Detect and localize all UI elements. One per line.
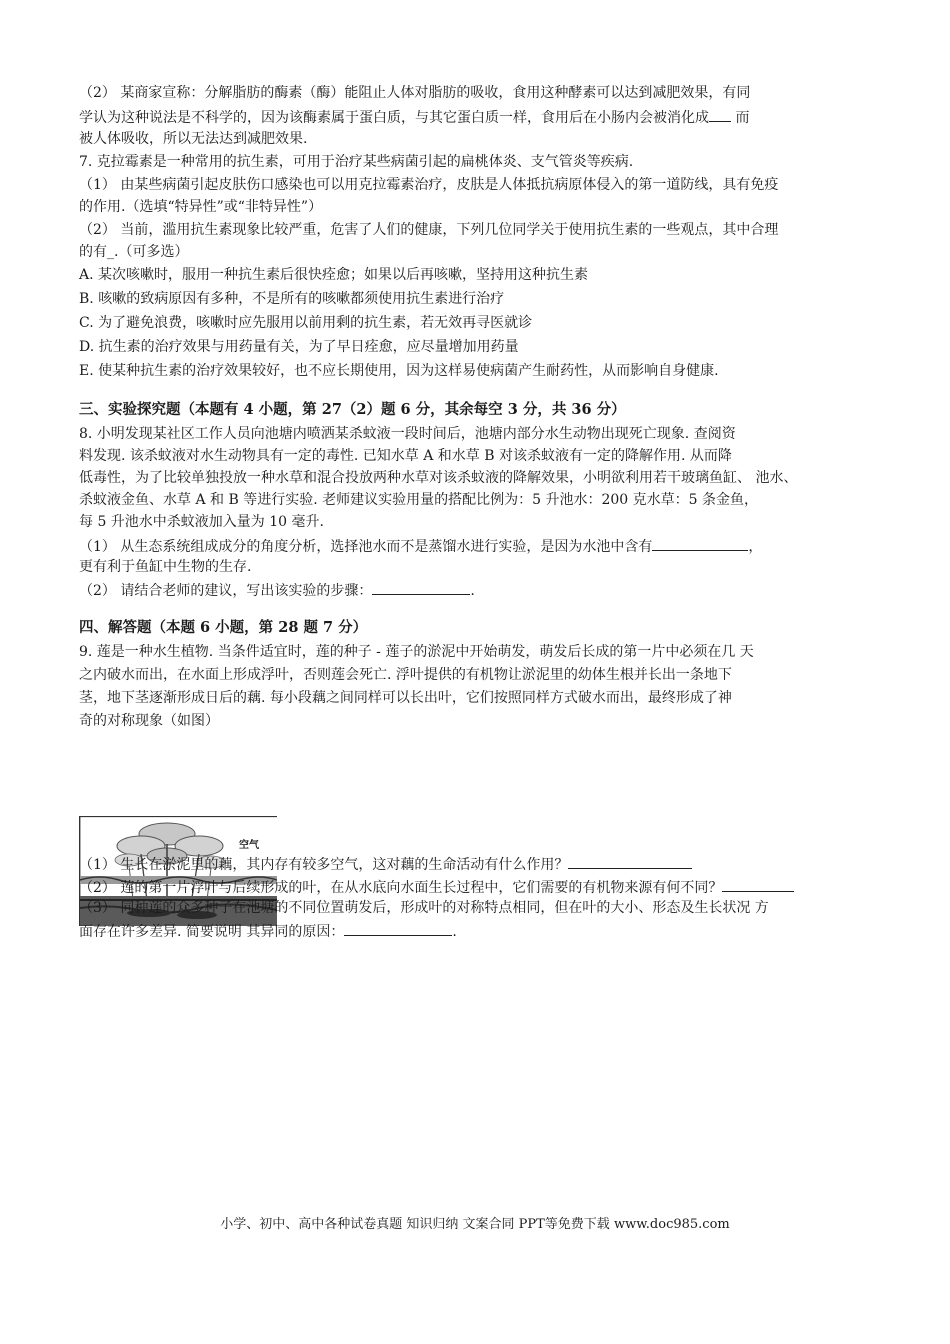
answer-blank[interactable]: [372, 580, 470, 595]
option-d: D. 抗生素的治疗效果与用药量有关，为了早日痊愈，应尽量增加用药量: [79, 339, 519, 355]
q7-part1-line1: （1） 由某些病菌引起皮肤伤口感染也可以用克拉霉素治疗，皮肤是人体抵抗病原体侵入的第一道防线，具有免疫: [79, 177, 779, 193]
q9-part3-line2: [79, 921, 457, 942]
q7-intro: 7. 克拉霉素是一种常用的抗生素，可用于治疗某些病菌引起的扁桃体炎、支气管炎等疾病.: [79, 154, 634, 170]
figure-label-air: 空气: [239, 840, 259, 851]
option-e: E. 使某种抗生素的治疗效果较好，也不应长期使用，因为这样易使病菌产生耐药性，从而影响自身健康.: [79, 363, 719, 379]
answer-blank[interactable]: [344, 921, 452, 936]
answer-blank[interactable]: [652, 536, 748, 551]
answer-blank[interactable]: [722, 877, 794, 892]
q9-line-1: 9. 莲是一种水生植物. 当条件适宜时，莲的种子 - 莲子的淤泥中开始萌发，萌发后长成的第一片中必须在几 天: [79, 644, 754, 660]
q8-line-3: 低毒性，为了比较单独投放一种水草和混合投放两种水草对该杀蚊液的降解效果，小明欲利用若干玻璃鱼缸、 池水、: [79, 470, 798, 486]
q8-text: .: [470, 583, 475, 599]
q6-line-1: （2） 某商家宣称：分解脂肪的酶素（酶）能阻止人体对脂肪的吸收，食用这种酵素可以达到减肥效果，有同: [79, 85, 751, 101]
q8-text: （1） 从生态系统组成成分的角度分析，选择池水而不是蒸馏水进行实验，是因为水池中含有: [79, 539, 653, 555]
q9-line-4: 奇的对称现象（如图）: [79, 713, 219, 729]
q9-text: （2） 莲的第一片浮叶与后续形成的叶，在从水底向水面生长过程中，它们需要的有机物来源有何不同？: [79, 880, 723, 896]
q7-part2-line1: （2） 当前，滥用抗生素现象比较严重，危害了人们的健康，下列几位同学关于使用抗生素的一些观点，其中合理: [79, 222, 779, 238]
q6-text: 学认为这种说法是不科学的，因为该酶素属于蛋白质，与其它蛋白质一样，食用后在小肠内会被消化成: [79, 110, 709, 126]
option-a: A. 某次咳嗽时，服用一种抗生素后很快痊愈；如果以后再咳嗽，坚持用这种抗生素: [79, 267, 589, 283]
q8-line-4: 杀蚊液金鱼、水草 A 和 B 等进行实验. 老师建议实验用量的搭配比例为：5 升池水：200 克水草：5 条金鱼，: [79, 492, 758, 508]
answer-blank[interactable]: [709, 107, 731, 122]
q8-line-1: 8. 小明发现某社区工作人员向池塘内喷洒某杀蚊液一段时间后，池塘内部分水生动物出现死亡现象. 查阅资: [79, 426, 736, 442]
q9-line-2: 之内破水而出，在水面上形成浮叶，否则莲会死亡. 浮叶提供的有机物让淤泥里的幼体生根并长出一条地下: [79, 667, 732, 683]
q8-part1-line2: 更有利于鱼缸中生物的生存.: [79, 559, 252, 575]
section-4-heading: 四、解答题（本题 6 小题，第 28 题 7 分）: [79, 619, 368, 636]
q7-part2-line2: 的有_.（可多选）: [79, 244, 189, 260]
section-3-heading: 三、实验探究题（本题有 4 小题，第 27（2）题 6 分，其余每空 3 分，共 36 分）: [79, 401, 626, 418]
answer-blank[interactable]: [568, 854, 692, 869]
q6-line-3: 被人体吸收，所以无法达到减肥效果.: [79, 131, 308, 147]
q8-line-2: 料发现. 该杀蚊液对水生动物具有一定的毒性. 已知水草 A 和水草 B 对该杀蚊液有一定的降解作用. 从而降: [79, 448, 732, 464]
q9-text: 面存在许多差异. 简要说明 其异同的原因：: [79, 924, 345, 940]
q9-part3-line1: （3） 同种莲的众多种子在池塘的不同位置萌发后，形成叶的对称特点相同，但在叶的大小、形态及生长状况 方: [79, 900, 769, 916]
q7-part1-line2: 的作用.（选填“特异性”或“非特异性”）: [79, 199, 323, 215]
q9-part1: [79, 854, 692, 875]
q9-line-3: 茎，地下茎逐渐形成日后的藕. 每小段藕之间同样可以长出叶，它们按照同样方式破水而出，最终形成了神: [79, 690, 732, 706]
q8-text: ，: [748, 539, 763, 555]
q8-part1-line1: [79, 536, 762, 557]
option-b: B. 咳嗽的致病原因有多种，不是所有的咳嗽都须使用抗生素进行治疗: [79, 291, 505, 307]
q9-text: .: [452, 924, 457, 940]
q8-part2: [79, 580, 475, 601]
q8-line-5: 每 5 升池水中杀蚊液加入量为 10 毫升.: [79, 514, 324, 530]
q6-text: 而: [731, 110, 750, 126]
option-c: C. 为了避免浪费，咳嗽时应先服用以前用剩的抗生素，若无效再寻医就诊: [79, 315, 533, 331]
page-footer: 小学、初中、高中各种试卷真题 知识归纳 文案合同 PPT等免费下载 www.doc985.com: [220, 1217, 730, 1232]
q6-line-2: [79, 107, 749, 128]
q9-part2: [79, 877, 794, 898]
q8-text: （2） 请结合老师的建议，写出该实验的步骤：: [79, 583, 373, 599]
q9-text: （1） 生长在淤泥里的藕，其内存有较多空气，这对藕的生命活动有什么作用？: [79, 857, 569, 873]
